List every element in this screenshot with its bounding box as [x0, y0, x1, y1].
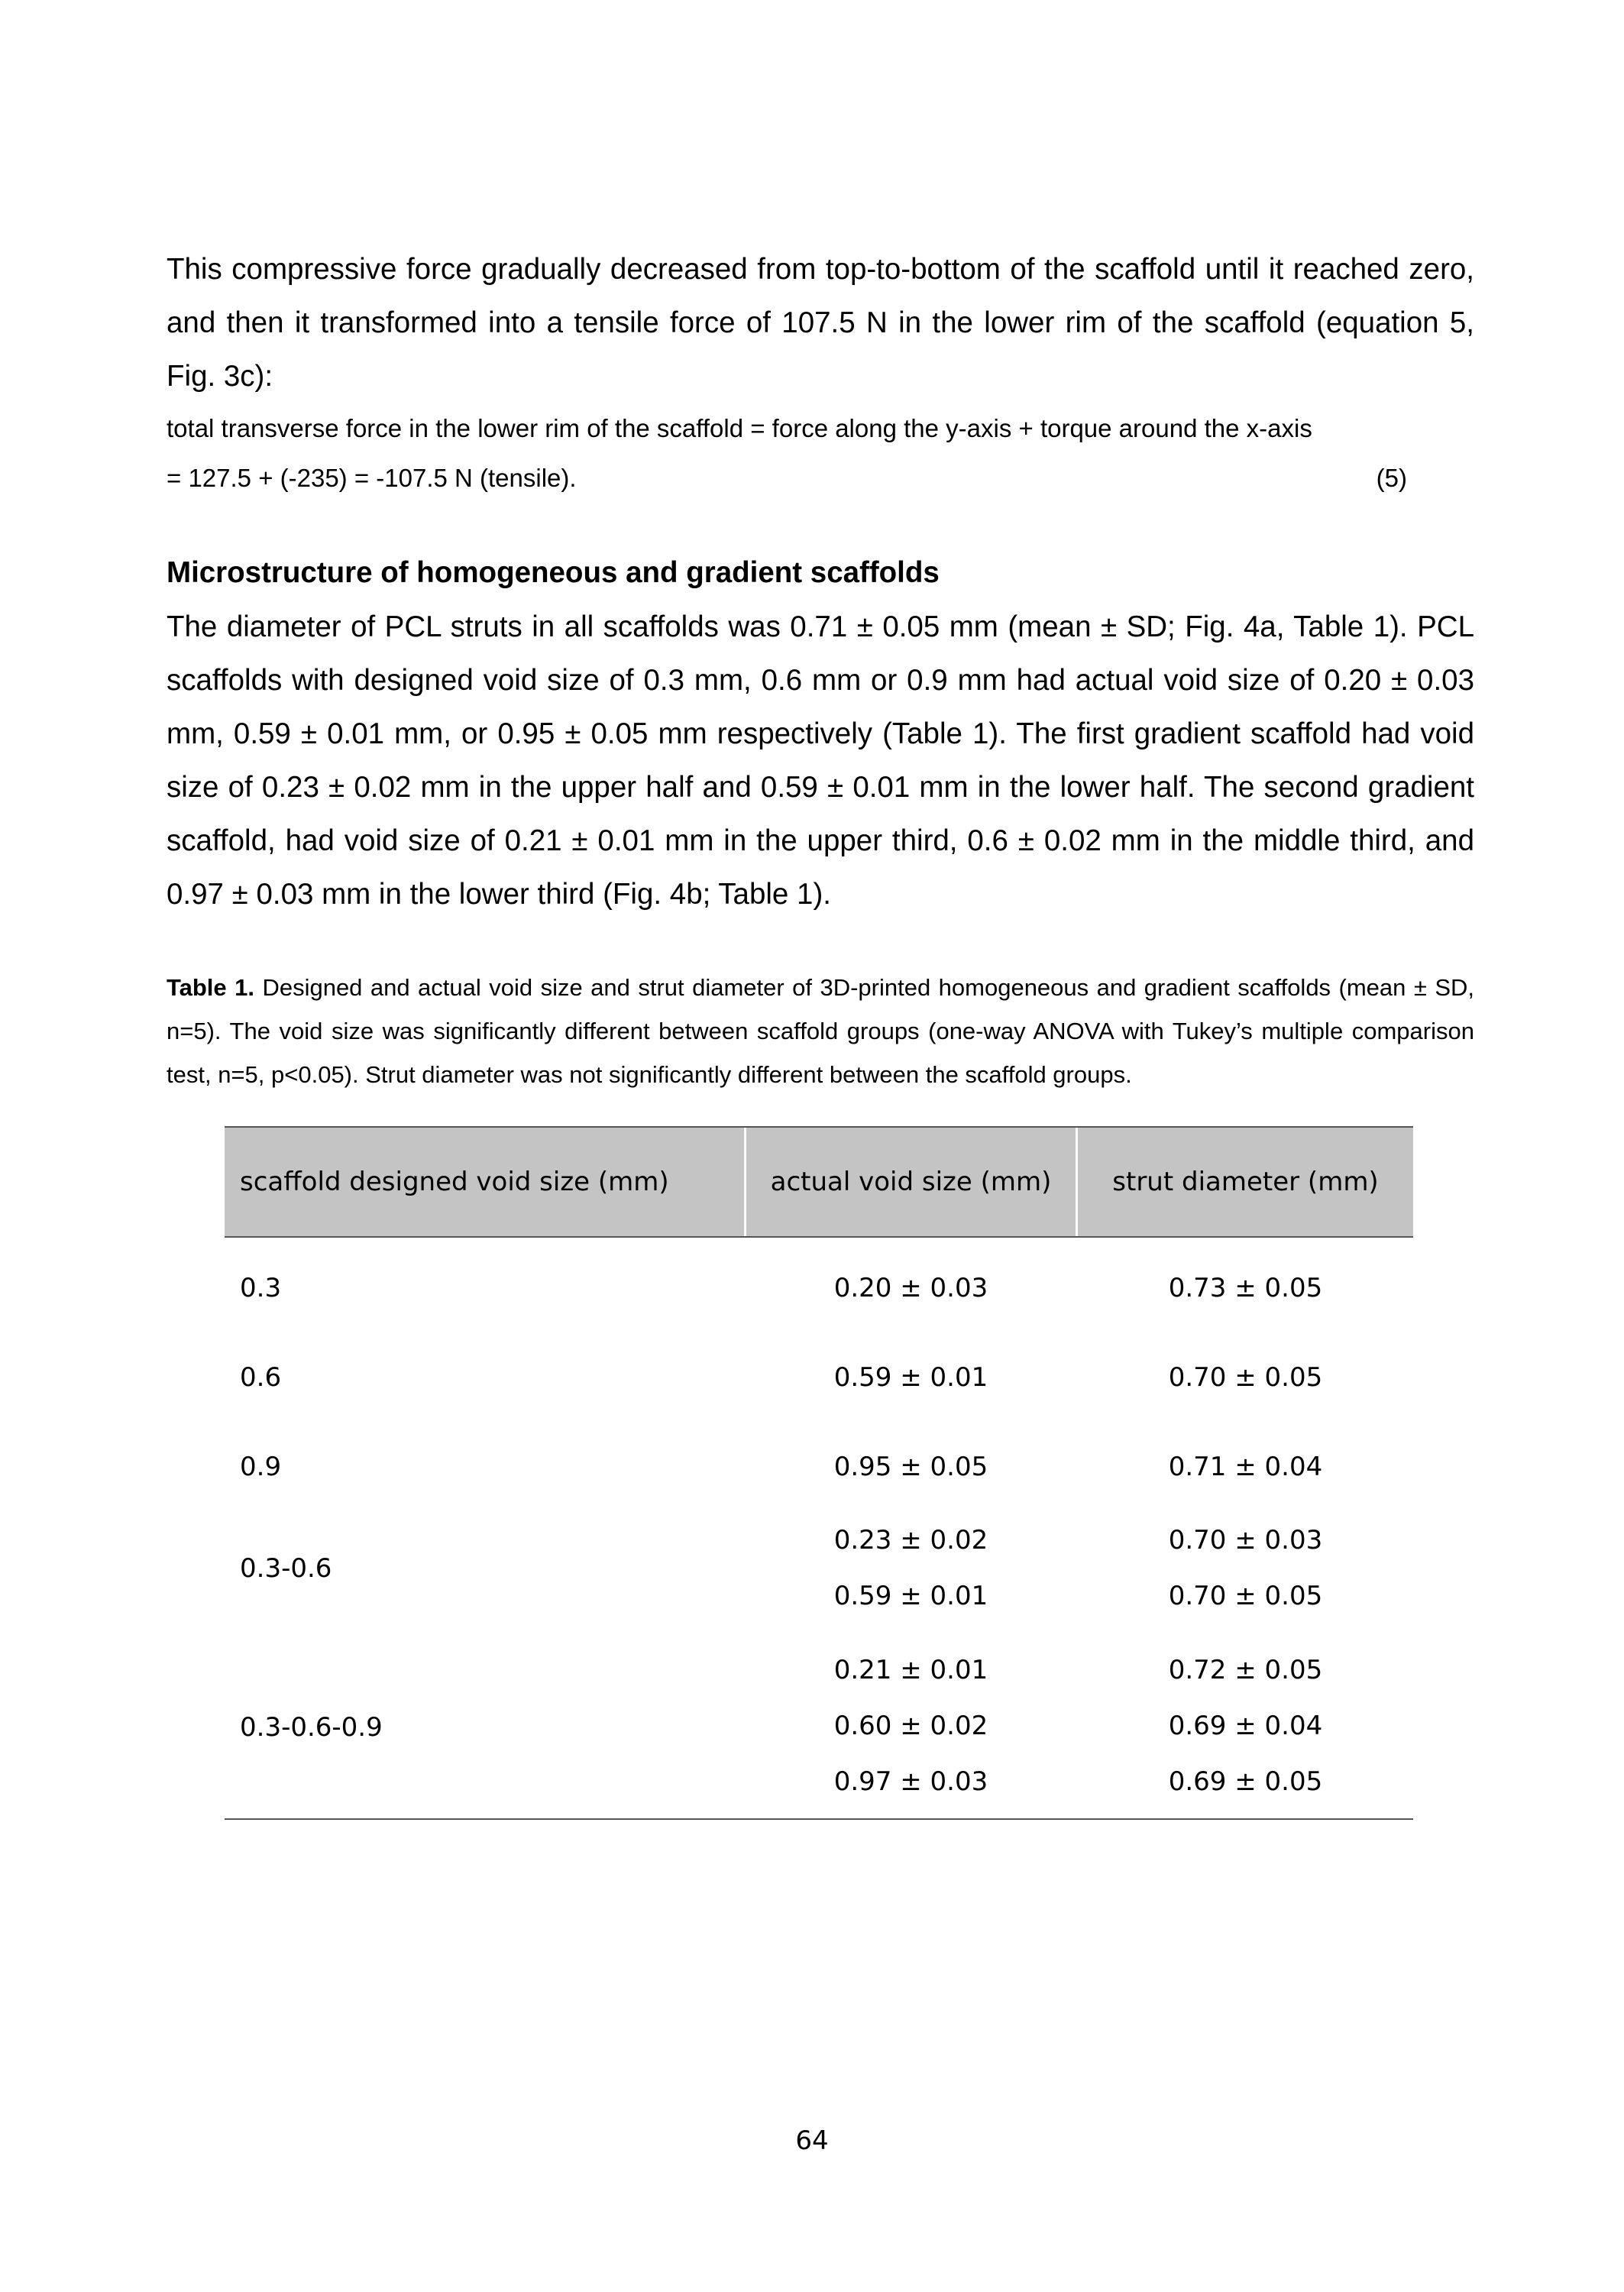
equation-number: (5) [1376, 464, 1407, 492]
actual-void-size-cell: 0.20 ± 0.03 [833, 1273, 988, 1303]
table-header-row [225, 1126, 1413, 1238]
designed-void-size-cell: 0.3-0.6-0.9 [240, 1712, 383, 1743]
microstructure-paragraph: The diameter of PCL struts in all scaffolds was 0.71 ± 0.05 mm (mean ± SD; Fig. 4a, Table 1). PCL scaffolds with designed void size of 0.3 mm, 0.6 mm or 0.9 mm had actual void size of 0.20 ± 0.03 mm, 0.59 ± 0.01 mm, or 0.95 ± 0.05 mm respectively (Table 1). The first gradient scaffold had void size of 0.23 ± 0.02 mm in the upper half and 0.59 ± 0.01 mm in the lower half. The second gradient scaffold, had void size of 0.21 ± 0.01 mm in the upper third, 0.6 ± 0.02 mm in the middle third, and 0.97 ± 0.03 mm in the lower third (Fig. 4b; Table 1). [167, 610, 1474, 911]
strut-diameter-cell: 0.69 ± 0.04 [1168, 1711, 1323, 1741]
strut-diameter-cell: 0.70 ± 0.03 [1168, 1525, 1323, 1556]
actual-void-size-cell: 0.59 ± 0.01 [833, 1581, 988, 1611]
section-heading: Microstructure of homogeneous and gradient scaffolds [167, 556, 940, 589]
actual-void-size-cell: 0.21 ± 0.01 [833, 1655, 988, 1685]
strut-diameter-cell: 0.72 ± 0.05 [1168, 1655, 1323, 1685]
table-caption [167, 966, 1474, 1096]
actual-void-size-cell: 0.60 ± 0.02 [833, 1711, 988, 1741]
page-number: 64 [795, 2125, 829, 2156]
designed-void-size-cell: 0.3-0.6 [240, 1553, 332, 1584]
strut-diameter-cell: 0.73 ± 0.05 [1168, 1273, 1323, 1303]
equation-line-2 [167, 457, 1407, 500]
designed-void-size-cell: 0.6 [240, 1362, 282, 1393]
header-actual-void-size: actual void size (mm) [746, 1128, 1076, 1236]
actual-void-size-cell: 0.97 ± 0.03 [833, 1766, 988, 1797]
header-strut-diameter: strut diameter (mm) [1078, 1128, 1413, 1236]
strut-diameter-cell: 0.71 ± 0.04 [1168, 1452, 1323, 1482]
designed-void-size-cell: 0.9 [240, 1452, 282, 1482]
actual-void-size-cell: 0.95 ± 0.05 [833, 1452, 988, 1482]
equation-expression: = 127.5 + (-235) = -107.5 N (tensile). [167, 464, 577, 492]
strut-diameter-cell: 0.70 ± 0.05 [1168, 1581, 1323, 1611]
designed-void-size-cell: 0.3 [240, 1273, 282, 1303]
intro-paragraph: This compressive force gradually decreased from top-to-bottom of the scaffold until it reached zero, and then it transformed into a tensile force of 107.5 N in the lower rim of the scaffold (equation 5, Fig. 3c): [167, 253, 1474, 393]
header-designed-void-size: scaffold designed void size (mm) [225, 1128, 744, 1236]
table-caption-label: Table 1. [167, 974, 254, 1001]
actual-void-size-cell: 0.59 ± 0.01 [833, 1362, 988, 1393]
strut-diameter-cell: 0.69 ± 0.05 [1168, 1766, 1323, 1797]
equation-line-1: total transverse force in the lower rim of the scaffold = force along the y-axis + torque around the x-axis [167, 414, 1312, 442]
table-caption-text: Designed and actual void size and strut diameter of 3D-printed homogeneous and gradient scaffolds (mean ± SD, n=5). The void size was significantly different between scaffold groups (one-way ANOVA with Tukey’s multiple comparison test, n=5, p<0.05). Strut diameter was not significantly different between the scaffold groups. [167, 974, 1474, 1088]
strut-diameter-cell: 0.70 ± 0.05 [1168, 1362, 1323, 1393]
actual-void-size-cell: 0.23 ± 0.02 [833, 1525, 988, 1556]
table-bottom-rule [225, 1818, 1413, 1820]
